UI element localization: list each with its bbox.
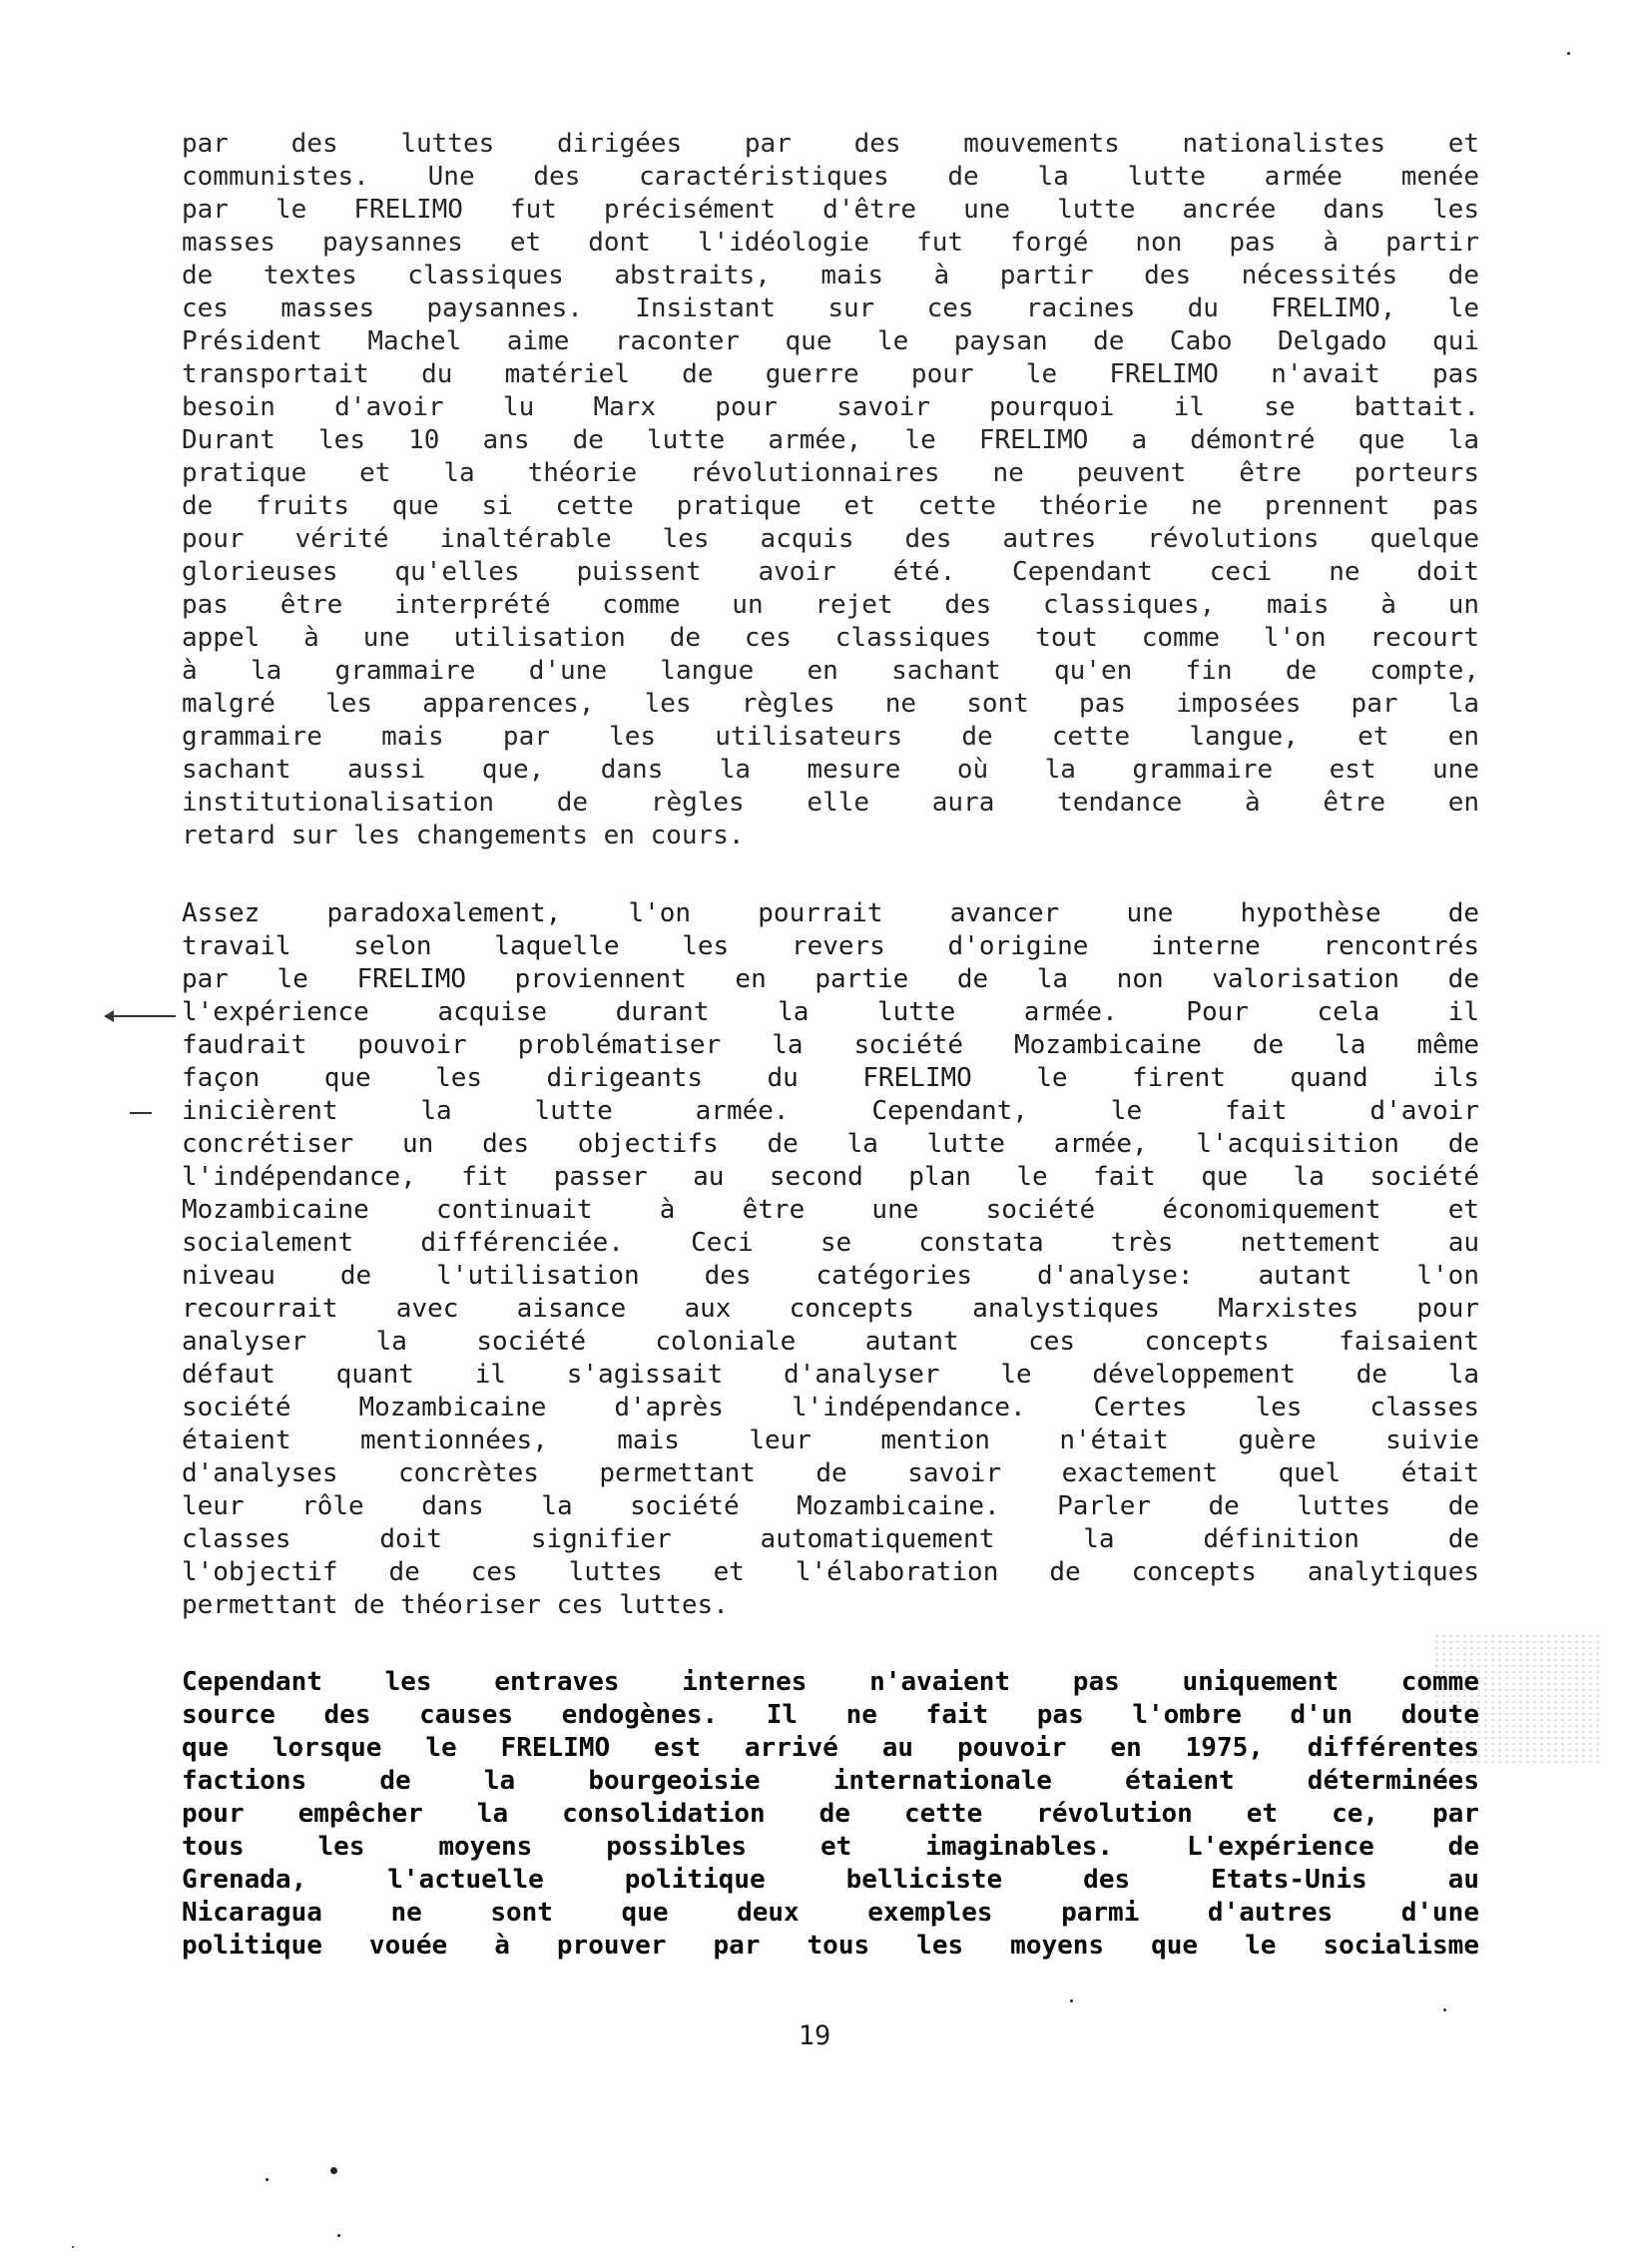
scan-speck — [1443, 2008, 1446, 2011]
paragraph-2 — [182, 897, 1479, 1622]
text-line: concrétiser un des objectifs de la lutte armée, l'acquisition de — [182, 1129, 1479, 1159]
scan-speck — [266, 2178, 269, 2181]
page-number: 19 — [798, 2020, 831, 2051]
text-line: Grenada, l'actuelle politique belliciste des Etats-Unis au — [182, 1865, 1479, 1895]
text-line: par le FRELIMO fut précisément d'être une lutte ancrée dans les — [182, 195, 1479, 225]
text-line: besoin d'avoir lu Marx pour savoir pourquoi il se battait. — [182, 392, 1479, 422]
text-line: niveau de l'utilisation des catégories d'analyse: autant l'on — [182, 1261, 1479, 1291]
text-line: pour empêcher la consolidation de cette révolution et ce, par — [182, 1799, 1479, 1829]
text-line: défaut quant il s'agissait d'analyser le développement de la — [182, 1360, 1479, 1390]
text-line: Président Machel aime raconter que le paysan de Cabo Delgado qui — [182, 326, 1479, 356]
text-line: appel à une utilisation de ces classiques tout comme l'on recourt — [182, 623, 1479, 653]
scan-speck — [330, 2167, 337, 2174]
text-line: l'expérience acquise durant la lutte armée. Pour cela il — [182, 997, 1479, 1027]
text-line: Durant les 10 ans de lutte armée, le FRELIMO a démontré que la — [182, 425, 1479, 455]
text-line: d'analyses concrètes permettant de savoir exactement quel était — [182, 1458, 1479, 1488]
text-line: sachant aussi que, dans la mesure où la grammaire est une — [182, 755, 1479, 785]
text-line: factions de la bourgeoisie internationale étaient déterminées — [182, 1766, 1479, 1796]
scan-speck — [1070, 1999, 1073, 2002]
text-line: l'indépendance, fit passer au second plan le fait que la société — [182, 1162, 1479, 1192]
text-line: Nicaragua ne sont que deux exemples parmi d'autres d'une — [182, 1898, 1479, 1928]
text-line: façon que les dirigeants du FRELIMO le firent quand ils — [182, 1063, 1479, 1093]
text-line: de textes classiques abstraits, mais à partir des nécessités de — [182, 261, 1479, 290]
text-line: glorieuses qu'elles puissent avoir été. Cependant ceci ne doit — [182, 557, 1479, 587]
text-line: recourrait avec aisance aux concepts analystiques Marxistes pour — [182, 1294, 1479, 1324]
text-line: grammaire mais par les utilisateurs de cette langue, et en — [182, 722, 1479, 752]
text-line: masses paysannes et dont l'idéologie fut forgé non pas à partir — [182, 228, 1479, 258]
scan-noise — [1433, 1633, 1603, 1763]
text-line: Assez paradoxalement, l'on pourrait avancer une hypothèse de — [182, 898, 1479, 928]
text-line: socialement différenciée. Ceci se constata très nettement au — [182, 1228, 1479, 1258]
text-line: retard sur les changements en cours. — [182, 821, 745, 850]
text-line: tous les moyens possibles et imaginables. L'expérience de — [182, 1832, 1479, 1862]
text-line: communistes. Une des caractéristiques de la lutte armée menée — [182, 162, 1479, 192]
text-line: l'objectif de ces luttes et l'élaboration de concepts analytiques — [182, 1557, 1479, 1587]
scan-speck — [1567, 52, 1570, 55]
text-line: que lorsque le FRELIMO est arrivé au pouvoir en 1975, différentes — [182, 1733, 1479, 1763]
paragraph-3 — [182, 1666, 1479, 1963]
text-line: par des luttes dirigées par des mouvements nationalistes et — [182, 129, 1479, 159]
text-line: par le FRELIMO proviennent en partie de la non valorisation de — [182, 964, 1479, 994]
margin-arrow-mark — [110, 1015, 176, 1017]
text-line: pour vérité inaltérable les acquis des autres révolutions quelque — [182, 524, 1479, 554]
scan-speck — [337, 2234, 340, 2237]
text-line: malgré les apparences, les règles ne sont pas imposées par la — [182, 689, 1479, 719]
text-line: classes doit signifier automatiquement la définition de — [182, 1524, 1479, 1554]
text-line: pas être interprété comme un rejet des classiques, mais à un — [182, 590, 1479, 620]
text-line: source des causes endogènes. Il ne fait pas l'ombre d'un doute — [182, 1700, 1479, 1730]
text-line: société Mozambicaine d'après l'indépendance. Certes les classes — [182, 1393, 1479, 1422]
scan-speck — [72, 2246, 74, 2248]
text-line: permettant de théoriser ces luttes. — [182, 1590, 729, 1620]
text-line: Mozambicaine continuait à être une société économiquement et — [182, 1195, 1479, 1225]
paragraph-1 — [182, 128, 1479, 852]
text-line: transportait du matériel de guerre pour le FRELIMO n'avait pas — [182, 359, 1479, 389]
text-line: analyser la société coloniale autant ces concepts faisaient — [182, 1327, 1479, 1357]
text-line: à la grammaire d'une langue en sachant qu'en fin de compte, — [182, 656, 1479, 686]
text-line: pratique et la théorie révolutionnaires ne peuvent être porteurs — [182, 458, 1479, 488]
margin-dash-mark — [130, 1112, 152, 1114]
text-line: politique vouée à prouver par tous les moyens que le socialisme — [182, 1931, 1479, 1961]
text-line: étaient mentionnées, mais leur mention n'était guère suivie — [182, 1425, 1479, 1455]
text-line: faudrait pouvoir problématiser la société Mozambicaine de la même — [182, 1030, 1479, 1060]
text-line: ces masses paysannes. Insistant sur ces racines du FRELIMO, le — [182, 293, 1479, 323]
text-line: travail selon laquelle les revers d'origine interne rencontrés — [182, 931, 1479, 961]
text-line: institutionalisation de règles elle aura tendance à être en — [182, 788, 1479, 818]
text-line: inicièrent la lutte armée. Cependant, le fait d'avoir — [182, 1096, 1479, 1126]
text-line: de fruits que si cette pratique et cette théorie ne prennent pas — [182, 491, 1479, 521]
text-line: leur rôle dans la société Mozambicaine. Parler de luttes de — [182, 1491, 1479, 1521]
text-line: Cependant les entraves internes n'avaient pas uniquement comme — [182, 1667, 1479, 1697]
